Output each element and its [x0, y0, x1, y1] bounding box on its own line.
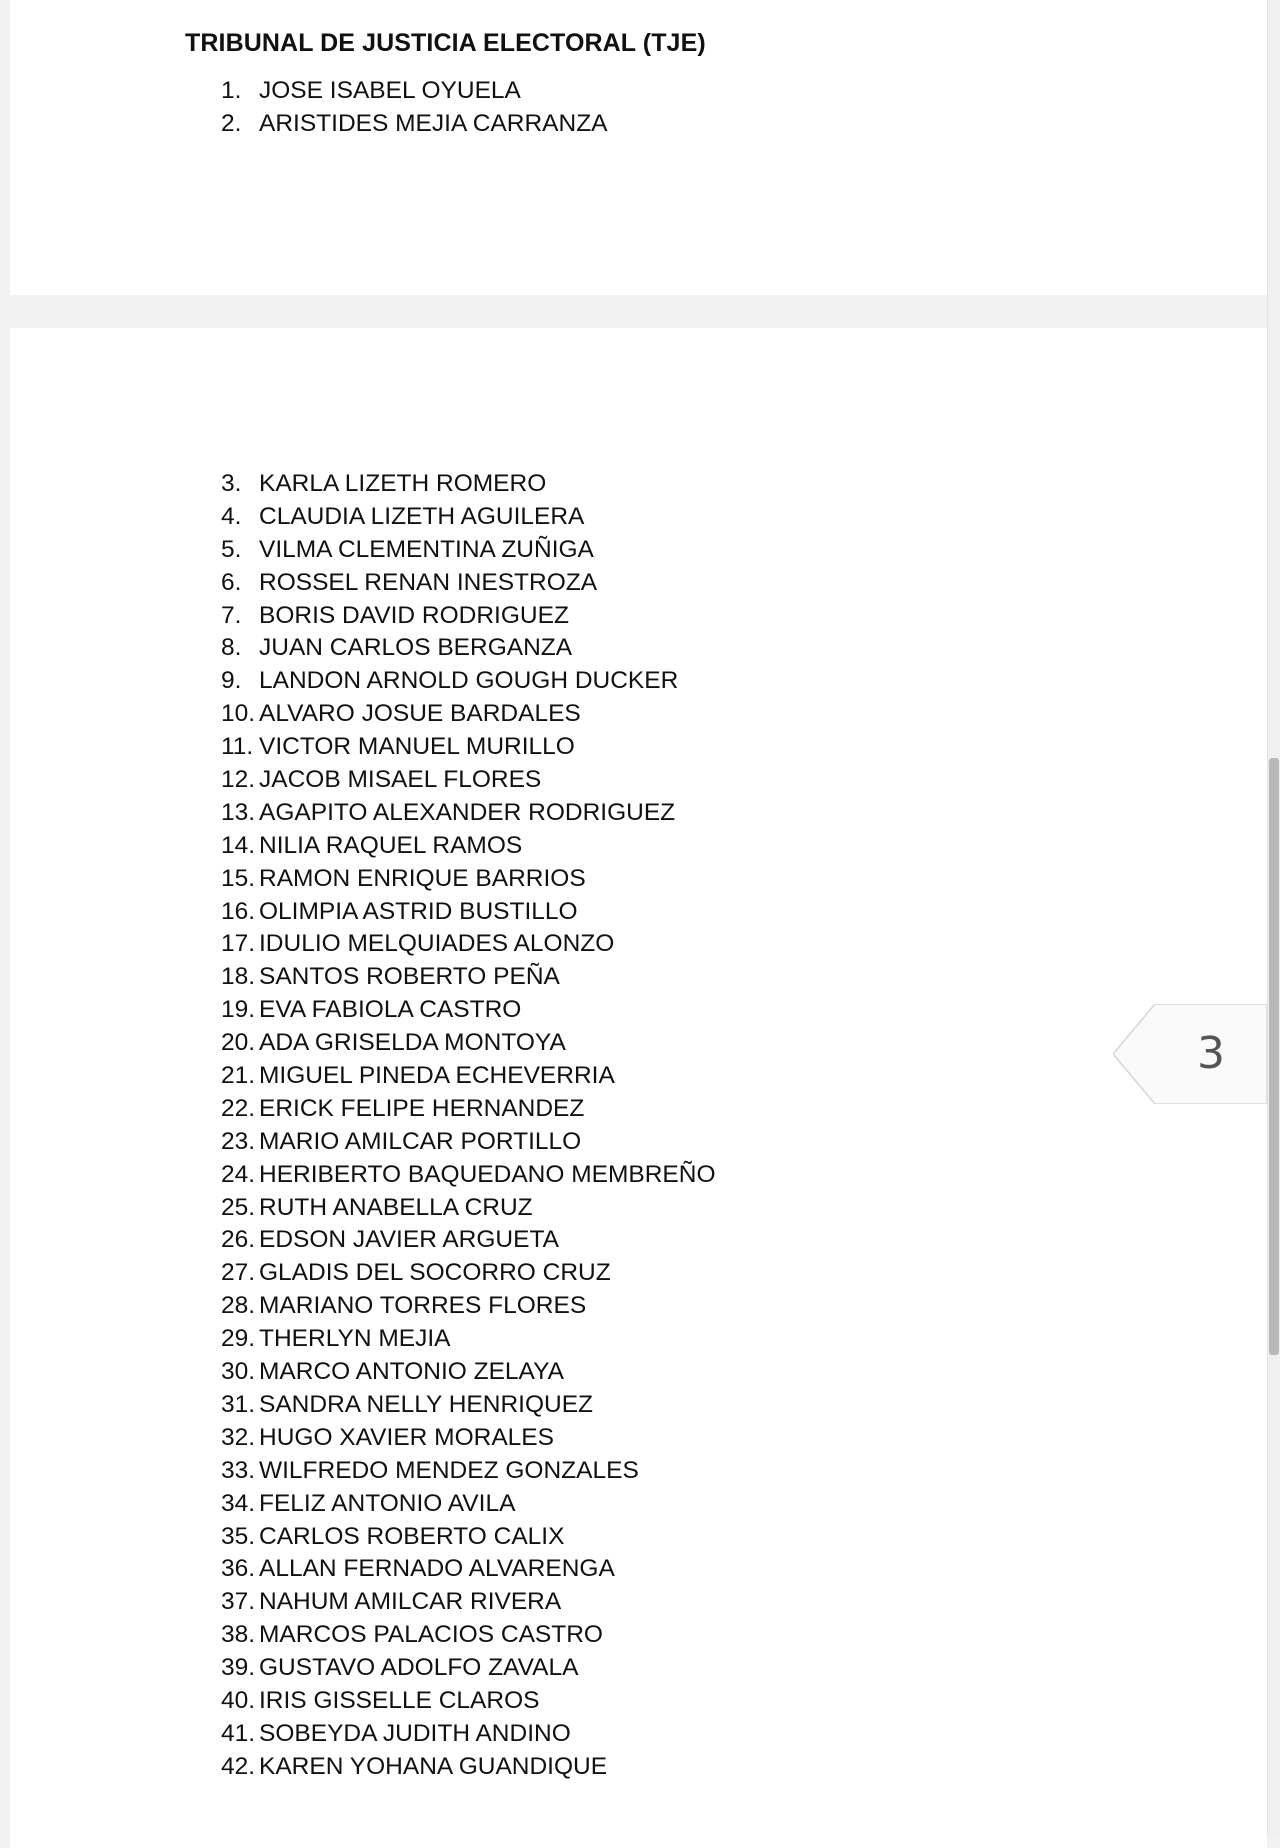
list-item-number: 7.: [221, 601, 242, 629]
list-item-name: ADA GRISELDA MONTOYA: [259, 1029, 566, 1057]
list-item-number: 11.: [221, 733, 254, 761]
list-item-name: ALVARO JOSUE BARDALES: [259, 700, 581, 728]
document-page: [10, 0, 1267, 295]
list-item-number: 23.: [221, 1127, 256, 1155]
list-item-name: SOBEYDA JUDITH ANDINO: [259, 1719, 571, 1747]
list-item-number: 42.: [221, 1752, 256, 1780]
list-item-number: 32.: [221, 1423, 256, 1451]
list-item-name: VILMA CLEMENTINA ZUÑIGA: [259, 535, 594, 563]
list-item-name: MARIANO TORRES FLORES: [259, 1292, 587, 1320]
list-item-number: 37.: [221, 1588, 256, 1616]
list-item-number: 18.: [221, 963, 256, 991]
list-item-name: HERIBERTO BAQUEDANO MEMBREÑO: [259, 1160, 716, 1188]
list-item-number: 14.: [221, 831, 256, 859]
list-item-number: 33.: [221, 1456, 256, 1484]
list-item-number: 26.: [221, 1226, 256, 1254]
list-item-number: 22.: [221, 1094, 256, 1122]
list-item-number: 35.: [221, 1522, 256, 1550]
list-item-name: JACOB MISAEL FLORES: [259, 766, 542, 794]
list-item-number: 34.: [221, 1489, 256, 1517]
page-number-badge: [1113, 1004, 1267, 1104]
vertical-scrollbar[interactable]: [1267, 0, 1280, 1836]
list-item-number: 12.: [221, 766, 256, 794]
list-item-number: 19.: [221, 996, 256, 1024]
list-item-number: 39.: [221, 1654, 256, 1682]
list-item-number: 1.: [221, 77, 242, 104]
list-item-name: NILIA RAQUEL RAMOS: [259, 831, 523, 859]
list-item-number: 3.: [221, 470, 242, 497]
list-item-number: 29.: [221, 1325, 256, 1353]
list-item-name: EVA FABIOLA CASTRO: [259, 996, 522, 1024]
list-item-name: FELIZ ANTONIO AVILA: [259, 1489, 516, 1517]
list-item-number: 2.: [221, 109, 242, 137]
list-item-name: JUAN CARLOS BERGANZA: [259, 634, 573, 662]
list-item-name: THERLYN MEJIA: [259, 1325, 451, 1353]
section-heading: TRIBUNAL DE JUSTICIA ELECTORAL (TJE): [185, 29, 706, 57]
list-item-number: 4.: [221, 502, 242, 530]
list-item-name: MIGUEL PINEDA ECHEVERRIA: [259, 1062, 615, 1090]
list-item-number: 16.: [221, 897, 256, 925]
list-item-name: ROSSEL RENAN INESTROZA: [259, 568, 598, 596]
list-item-number: 41.: [221, 1719, 256, 1747]
list-item-name: NAHUM AMILCAR RIVERA: [259, 1588, 562, 1616]
list-item-number: 15.: [221, 864, 256, 892]
document-page: [10, 328, 1267, 1848]
list-item-name: HUGO XAVIER MORALES: [259, 1423, 554, 1451]
list-item-name: RUTH ANABELLA CRUZ: [259, 1193, 533, 1221]
list-item-number: 5.: [221, 535, 242, 563]
list-item-name: GUSTAVO ADOLFO ZAVALA: [259, 1654, 579, 1682]
list-item-name: ALLAN FERNADO ALVARENGA: [259, 1555, 615, 1583]
list-item-number: 28.: [221, 1292, 256, 1320]
list-item-name: MARIO AMILCAR PORTILLO: [259, 1127, 582, 1155]
list-item-number: 40.: [221, 1686, 256, 1714]
list-item-name: KAREN YOHANA GUANDIQUE: [259, 1752, 608, 1780]
list-item-number: 25.: [221, 1193, 256, 1221]
list-item-name: OLIMPIA ASTRID BUSTILLO: [259, 897, 578, 925]
list-item-number: 24.: [221, 1160, 256, 1188]
list-item-name: EDSON JAVIER ARGUETA: [259, 1226, 559, 1254]
list-item-name: ERICK FELIPE HERNANDEZ: [259, 1094, 585, 1122]
list-item-name: IRIS GISSELLE CLAROS: [259, 1686, 540, 1714]
list-item-name: GLADIS DEL SOCORRO CRUZ: [259, 1259, 611, 1287]
list-item-name: CARLOS ROBERTO CALIX: [259, 1522, 565, 1550]
list-item-name: JOSE ISABEL OYUELA: [259, 77, 521, 104]
list-item-number: 36.: [221, 1555, 256, 1583]
scrollbar-thumb[interactable]: [1269, 758, 1279, 1355]
list-item-number: 38.: [221, 1621, 256, 1649]
list-item-number: 20.: [221, 1029, 256, 1057]
list-item-name: ARISTIDES MEJIA CARRANZA: [259, 109, 608, 137]
page-number-label: 3: [1197, 1028, 1225, 1079]
list-item-number: 31.: [221, 1390, 256, 1418]
list-item-name: VICTOR MANUEL MURILLO: [259, 733, 575, 761]
list-item-name: SANTOS ROBERTO PEÑA: [259, 963, 560, 991]
list-item-name: SANDRA NELLY HENRIQUEZ: [259, 1390, 594, 1418]
list-item-number: 17.: [221, 930, 256, 958]
list-item-number: 30.: [221, 1358, 256, 1386]
list-item-number: 9.: [221, 667, 242, 695]
list-item-name: IDULIO MELQUIADES ALONZO: [259, 930, 615, 958]
list-item-name: MARCOS PALACIOS CASTRO: [259, 1621, 603, 1649]
list-item-name: MARCO ANTONIO ZELAYA: [259, 1358, 564, 1386]
list-item-number: 13.: [221, 798, 256, 826]
list-item-number: 8.: [221, 634, 242, 662]
list-item-number: 27.: [221, 1259, 256, 1287]
list-item-name: CLAUDIA LIZETH AGUILERA: [259, 502, 585, 530]
list-item-name: RAMON ENRIQUE BARRIOS: [259, 864, 586, 892]
list-item-number: 6.: [221, 568, 242, 596]
list-item-name: KARLA LIZETH ROMERO: [259, 470, 547, 497]
list-item-number: 10.: [221, 700, 256, 728]
list-item-name: WILFREDO MENDEZ GONZALES: [259, 1456, 639, 1484]
list-item-name: BORIS DAVID RODRIGUEZ: [259, 601, 569, 629]
list-item-name: LANDON ARNOLD GOUGH DUCKER: [259, 667, 679, 695]
list-item-name: AGAPITO ALEXANDER RODRIGUEZ: [259, 798, 676, 826]
list-item-number: 21.: [221, 1062, 256, 1090]
